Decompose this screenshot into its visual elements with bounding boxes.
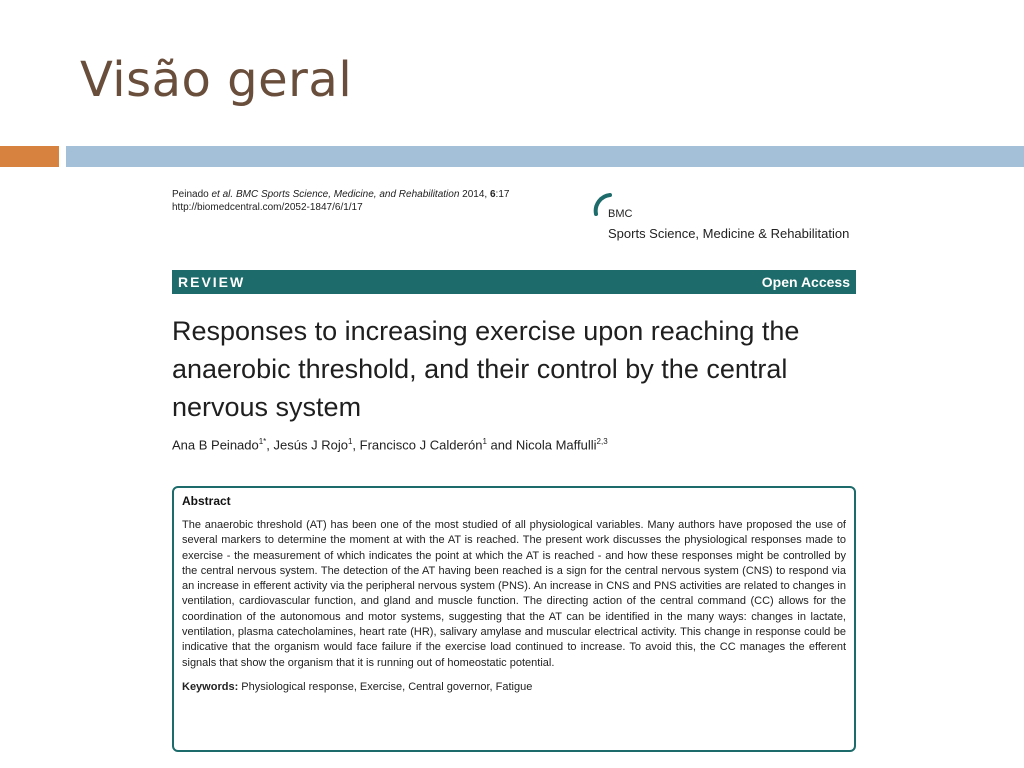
paper-excerpt xyxy=(172,186,856,756)
open-access-label: Open Access xyxy=(761,274,850,290)
author-name: Francisco J Calderón xyxy=(359,437,483,453)
author-separator: , xyxy=(266,437,274,453)
citation-journal: et al. BMC Sports Science, Medicine, and Rehabilitation xyxy=(211,189,460,200)
abstract-heading: Abstract xyxy=(182,494,231,508)
paper-title: Responses to increasing exercise upon reaching the anaerobic threshold, and their control by the central nervous system xyxy=(172,316,800,422)
citation-year: 2014, xyxy=(459,189,490,200)
article-type: REVIEW xyxy=(178,274,246,290)
citation xyxy=(172,188,509,214)
journal-logo xyxy=(586,188,856,246)
accent-bar-orange xyxy=(0,146,59,167)
author-separator: and xyxy=(486,437,516,453)
publisher-logo-text: BMC xyxy=(608,208,633,220)
keywords xyxy=(182,681,846,693)
slide-title: Visão geral xyxy=(80,52,353,108)
article-type-banner xyxy=(172,270,856,294)
abstract-text: The anaerobic threshold (AT) has been one of the most studied of all physiological variables. Many authors have proposed the use of several markers to determine the moment at with the AT is reached. The present work discusses the physiological responses made to exercise - the measurement of which indicates the point at which the AT is reached - and how these responses might be controlled by the central nervous system. The detection of the AT having been reached is a sign for the central nervous system (CNS) to respond via an increase in efferent activity via the peripheral nervous system (PNS). An increase in CNS and PNS activities are related to changes in ventilation, cardiovascular function, and gland and muscle function. The directing action of the central command (CC) allows for the coordination of the autonomous and motor systems, suggesting that the AT can be identified in the many ways: changes in lactate, ventilation, plasma catecholamines, heart rate (HR), salivary amylase and muscular electrical activity. This change in response could be indicative that the organism would face failure if the exercise load continued to increase. To avoid this, the CC manages the efferent signals that show the organism that it is running out of homeostatic potential. xyxy=(182,519,846,669)
abstract-box xyxy=(172,486,856,752)
author-name: Nicola Maffulli xyxy=(515,437,597,453)
author-affiliation: 1 xyxy=(347,437,353,446)
citation-issue: :17 xyxy=(495,189,510,200)
author-name: Jesús J Rojo xyxy=(273,437,348,453)
accent-bar-blue xyxy=(66,146,1024,167)
author-list xyxy=(172,437,608,452)
author-name: Ana B Peinado xyxy=(172,437,259,453)
author-separator: , xyxy=(352,437,360,453)
citation-volume: 6 xyxy=(489,189,496,200)
citation-url: http://biomedcentral.com/2052-1847/6/1/17 xyxy=(172,202,363,213)
citation-authors: Peinado xyxy=(172,189,212,200)
author-affiliation: 2,3 xyxy=(596,437,608,446)
author-affiliation: 1 xyxy=(482,437,487,446)
author-affiliation: 1* xyxy=(258,437,267,446)
journal-name: Sports Science, Medicine & Rehabilitation xyxy=(608,226,850,241)
keywords-text: Physiological response, Exercise, Central governor, Fatigue xyxy=(238,680,533,693)
keywords-label: Keywords: xyxy=(182,680,239,693)
